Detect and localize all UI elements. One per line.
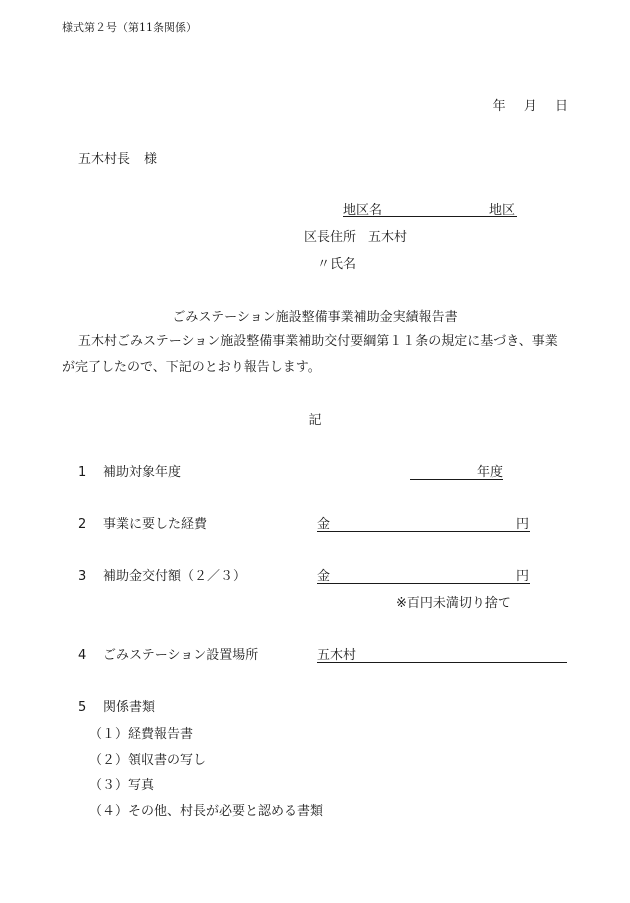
item-3-label: 補助金交付額（２／３） xyxy=(103,569,247,584)
item-4-label: ごみステーション設置場所 xyxy=(103,648,259,663)
body-line-1: 五木村ごみステーション施設整備事業補助交付要綱第１１条の規定に基づき、事業 xyxy=(78,334,558,349)
address-label: 区長住所 xyxy=(304,230,357,245)
item-3-prefix: 金 xyxy=(317,569,331,584)
item-1-number: 1 xyxy=(78,465,87,480)
item-3-number: 3 xyxy=(78,569,87,584)
attachment-item: （２）領収書の写し xyxy=(89,753,207,768)
item-3-note: ※百円未満切り捨て xyxy=(396,596,511,611)
item-3-suffix: 円 xyxy=(516,569,530,584)
document-title: ごみステーション施設整備事業補助金実績報告書 xyxy=(172,310,458,325)
form-number: 様式第２号（第11条関係） xyxy=(62,21,197,34)
item-2-suffix: 円 xyxy=(516,517,530,532)
item-1-label: 補助対象年度 xyxy=(103,465,182,480)
item-2-underline xyxy=(317,531,530,532)
district-suffix: 地区 xyxy=(489,203,516,218)
date-day: 日 xyxy=(554,99,568,114)
attachment-item: （１）経費報告書 xyxy=(89,727,194,742)
item-4-prefix: 五木村 xyxy=(317,648,357,663)
address-value: 五木村 xyxy=(368,230,408,245)
date-month: 月 xyxy=(523,99,537,114)
attachment-item: （４）その他、村長が必要と認める書類 xyxy=(89,804,324,819)
item-1-suffix: 年度 xyxy=(477,465,504,480)
addressee-name: 五木村長 xyxy=(78,152,131,167)
item-2-number: 2 xyxy=(78,517,87,532)
address-line xyxy=(304,231,407,244)
item-3-underline xyxy=(317,583,530,584)
item-2-prefix: 金 xyxy=(317,517,331,532)
date-year: 年 xyxy=(492,99,506,114)
date-line xyxy=(479,100,568,113)
addressee xyxy=(78,153,157,166)
item-5-number: 5 xyxy=(78,700,87,715)
ki-heading: 記 xyxy=(308,413,322,428)
body-line-2: が完了したので、下記のとおり報告します。 xyxy=(62,360,321,375)
item-2-label: 事業に要した経費 xyxy=(103,517,208,532)
item-5-label: 関係書類 xyxy=(103,700,156,715)
name-label: 〃氏名 xyxy=(317,257,357,272)
district-label: 地区名 xyxy=(343,203,383,218)
addressee-honorific: 様 xyxy=(144,152,158,167)
attachment-item: （３）写真 xyxy=(89,778,155,793)
item-4-number: 4 xyxy=(78,648,87,663)
